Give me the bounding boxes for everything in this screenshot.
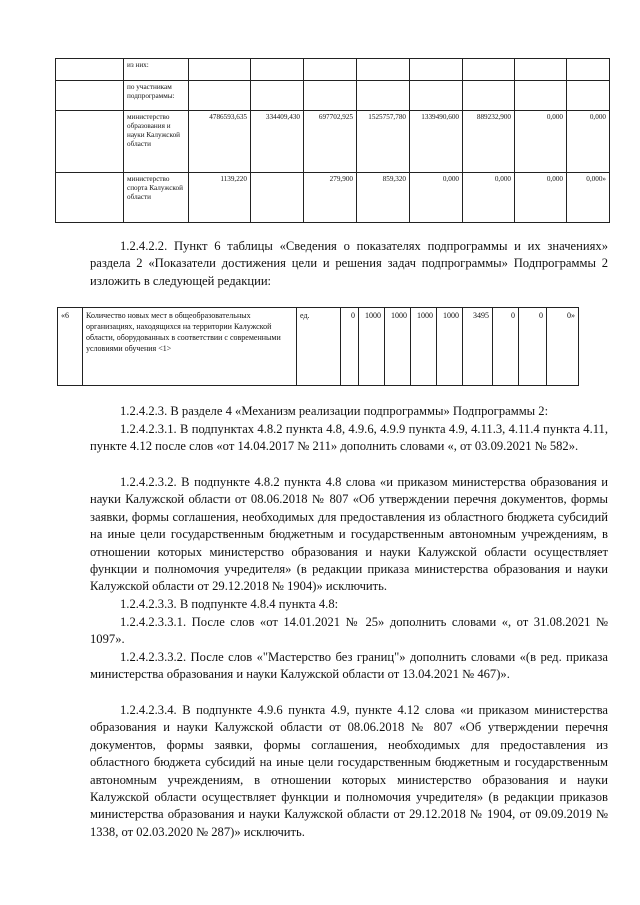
table-cell: 1000 [411,308,437,386]
table-cell [515,81,567,111]
paragraph: 1.2.4.2.3.3.1. После слов «от 14.01.2021 № 25» дополнить словами «, от 31.08.2021 № 1097». [90,615,608,647]
unit-cell: ед. [297,308,341,386]
paragraph: 1.2.4.2.3.3. В подпункте 4.8.4 пункта 4.8: [120,597,339,611]
table-cell: 1139,220 [189,173,251,223]
table-cell: 4786593,635 [189,111,251,173]
table-cell: 859,320 [357,173,410,223]
table-cell: 1000 [359,308,385,386]
table-cell: 0 [519,308,547,386]
table-cell [251,81,304,111]
table-cell: 0,000» [567,173,610,223]
row-label: министерство образования и науки Калужской области [124,111,189,173]
table-cell: 1339490,600 [410,111,463,173]
indicator-table [57,307,579,386]
table-cell: 0,000 [463,173,515,223]
table-row [58,308,579,386]
table-cell [463,59,515,81]
table-cell [410,59,463,81]
table-cell: 279,900 [304,173,357,223]
table-cell [357,59,410,81]
table-cell: 0,000 [410,173,463,223]
table-cell [189,81,251,111]
table-cell [189,59,251,81]
table-cell [357,81,410,111]
table-cell: 0 [493,308,519,386]
paragraph: 1.2.4.2.3.2. В подпункте 4.8.2 пункта 4.8 слова «и приказом министерства образования и науки Калужской области от 08.06.2018 № 807 «Об утверждении перечня документов, формы заявки, формы соглашения, необходимых для предоставления из областного бюджета субсидий на иные цели государственным бюджетным и государственным автономным учреждениям, в отношении которых министерство образования и науки Калужской области осуществляет функции и полномочия учредителя» (в редакции приказа министерства образования и науки Калужской области от 29.12.2018 № 1904)» исключить. [90,475,608,594]
paragraph: 1.2.4.2.3.3.2. После слов «"Мастерство без границ"» дополнить словами «(в ред. приказа министерства образования и науки Калужской области от 13.04.2021 № 467)». [90,650,608,682]
table-cell [304,59,357,81]
table-cell: 889232,900 [463,111,515,173]
row-number: «6 [58,308,83,386]
paragraph: 1.2.4.2.3.4. В подпункте 4.9.6 пункта 4.9, пункте 4.12 слова «и приказом министерства образования и науки Калужской области от 08.06.2018 № 807 «Об утверждении перечня документов, формы заявки, формы соглашения, необходимых для предоставления из областного бюджета субсидий на иные цели государственным бюджетным и государственным автономным учреждениям, в отношении которых министерство образования и науки Калужской области осуществляет функции и полномочия учредителя» (в редакции приказов министерства образования и науки Калужской области от 29.12.2018 № 1904, от 09.09.2019 № 1338, от 02.03.2020 № 287)» исключить. [90,703,608,839]
table-cell [251,59,304,81]
table-cell [56,59,124,81]
paragraph: 1.2.4.2.3.1. В подпунктах 4.8.2 пункта 4.8, 4.9.6, 4.9.9 пункта 4.9, 4.11.3, 4.11.4 пункта 4.11, пункте 4.12 после слов «от 14.04.2017 № 211» дополнить словами «, от 03.09.2021 № 582». [90,422,608,454]
table-cell: 1525757,780 [357,111,410,173]
row-label: министерство спорта Калужской области [124,173,189,223]
table-cell [56,81,124,111]
table-cell [251,173,304,223]
budget-table [55,58,610,223]
table-cell [56,111,124,173]
row-label: из них: [124,59,189,81]
table-cell: 0,000 [515,111,567,173]
table-row [56,173,610,223]
table-cell [567,59,610,81]
indicator-name: Количество новых мест в общеобразовательных организациях, находящихся на территории Калужской области, оборудованных в соответствии с современными условиями обучения <1> [83,308,297,386]
table-row [56,111,610,173]
table-cell [410,81,463,111]
paragraph: 1.2.4.2.3. В разделе 4 «Механизм реализации подпрограммы» Подпрограммы 2: [120,404,549,418]
table-cell: 1000 [437,308,463,386]
table-cell [56,173,124,223]
table-cell [567,81,610,111]
table-cell: 0,000 [515,173,567,223]
table-row [56,59,610,81]
table-cell: 334409,430 [251,111,304,173]
table-cell [304,81,357,111]
row-label: по участникам подпрограммы: [124,81,189,111]
table-cell [515,59,567,81]
table-row [56,81,610,111]
table-cell: 1000 [385,308,411,386]
paragraph: 1.2.4.2.2. Пункт 6 таблицы «Сведения о показателях подпрограммы и их значениях» раздела 2 «Показатели достижения цели и решения задач подпрограммы» Подпрограммы 2 изложить в следующей редакции: [90,239,608,288]
table-cell: 697702,925 [304,111,357,173]
table-cell [463,81,515,111]
table-cell: 0 [341,308,359,386]
table-cell: 0» [547,308,579,386]
table-cell: 0,000 [567,111,610,173]
table-cell: 3495 [463,308,493,386]
